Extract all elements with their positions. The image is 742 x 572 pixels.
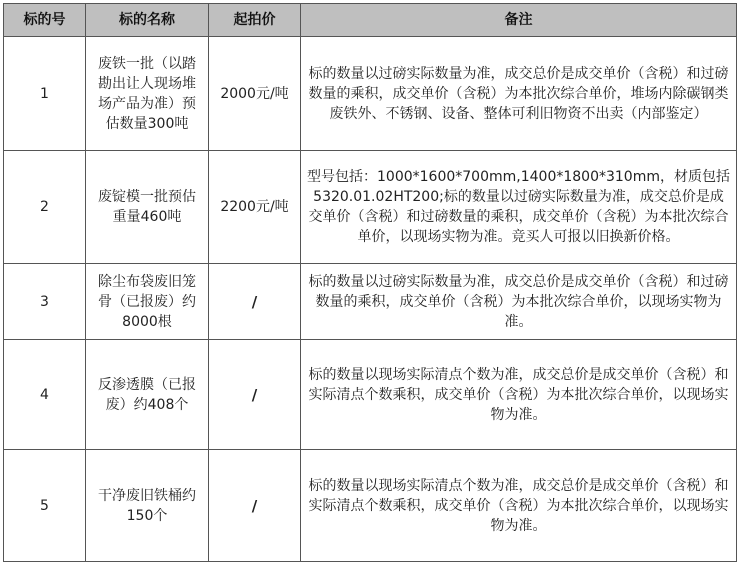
remarks-cell: 标的数量以过磅实际数量为准，成交总价是成交单价（含税）和过磅数量的乘积，成交单价（含税）为本批次综合单价，堆场内除碳钢类废铁外、不锈钢、设备、整体可利旧物资不出卖（内部鉴定） xyxy=(301,37,737,151)
remarks-cell: 标的数量以现场实际清点个数为准，成交总价是成交单价（含税）和实际清点个数乘积，成交单价（含税）为本批次综合单价，以现场实物为准。 xyxy=(301,340,737,450)
lot-no-cell: 5 xyxy=(4,450,86,562)
header-start-price: 起拍价 xyxy=(209,4,301,37)
remarks-cell: 标的数量以现场实际清点个数为准，成交总价是成交单价（含税）和实际清点个数乘积，成交单价（含税）为本批次综合单价，以现场实物为准。 xyxy=(301,450,737,562)
header-lot-no: 标的号 xyxy=(4,4,86,37)
table-row xyxy=(4,264,737,340)
lot-name-cell: 废铁一批（以踏勘出让人现场堆场产品为准）预估数量300吨 xyxy=(86,37,209,151)
start-price-cell: 2000元/吨 xyxy=(209,37,301,151)
start-price-cell: / xyxy=(209,450,301,562)
table-row xyxy=(4,151,737,264)
lot-no-cell: 4 xyxy=(4,340,86,450)
remarks-cell: 型号包括：1000*1600*700mm,1400*1800*310mm，材质包括5320.01.02HT200;标的数量以过磅实际数量为准，成交总价是成交单价（含税）和过磅数量的乘积，成交单价（含税）为本批次综合单价，以现场实物为准。竞买人可报以旧换新价格。 xyxy=(301,151,737,264)
table-row xyxy=(4,340,737,450)
header-lot-name: 标的名称 xyxy=(86,4,209,37)
table-row xyxy=(4,37,737,151)
table-row xyxy=(4,450,737,562)
lot-no-cell: 1 xyxy=(4,37,86,151)
remarks-cell: 标的数量以过磅实际数量为准，成交总价是成交单价（含税）和过磅数量的乘积，成交单价（含税）为本批次综合单价，以现场实物为准。 xyxy=(301,264,737,340)
header-remarks: 备注 xyxy=(301,4,737,37)
lot-table-container xyxy=(3,3,737,562)
lot-name-cell: 干净废旧铁桶约150个 xyxy=(86,450,209,562)
lot-name-cell: 废锭模一批预估重量460吨 xyxy=(86,151,209,264)
lot-table xyxy=(3,3,737,562)
start-price-cell: / xyxy=(209,264,301,340)
lot-no-cell: 2 xyxy=(4,151,86,264)
lot-name-cell: 除尘布袋废旧笼骨（已报废）约8000根 xyxy=(86,264,209,340)
start-price-cell: 2200元/吨 xyxy=(209,151,301,264)
start-price-cell: / xyxy=(209,340,301,450)
lot-no-cell: 3 xyxy=(4,264,86,340)
table-header-row xyxy=(4,4,737,37)
lot-name-cell: 反渗透膜（已报废）约408个 xyxy=(86,340,209,450)
